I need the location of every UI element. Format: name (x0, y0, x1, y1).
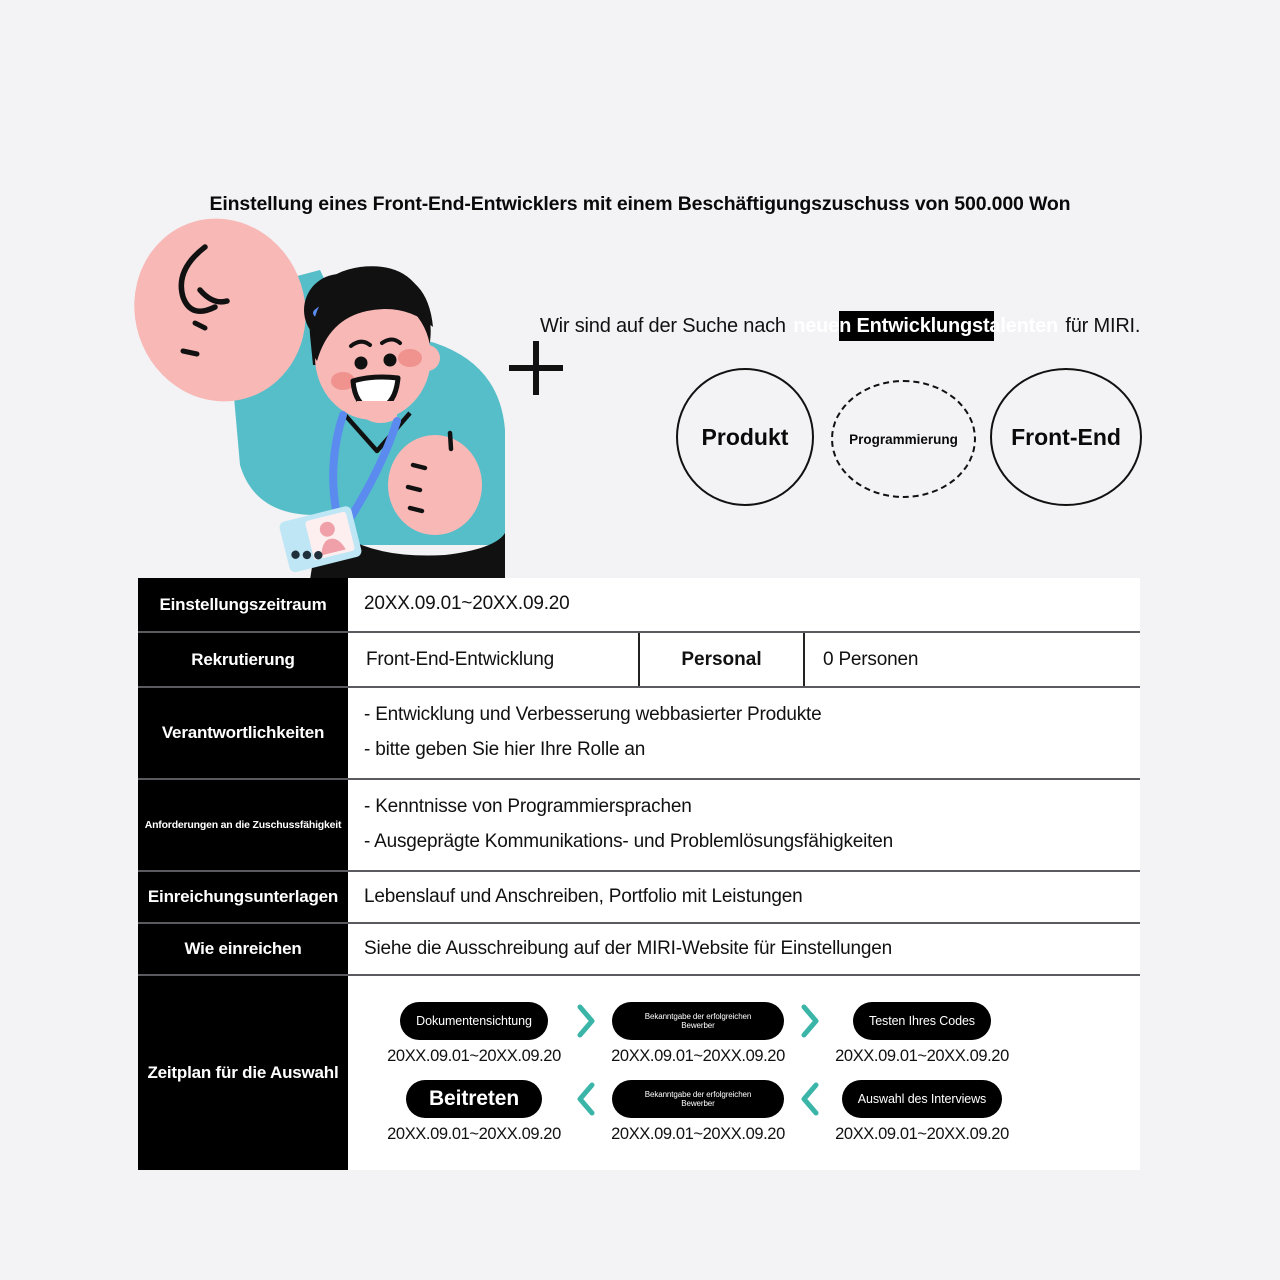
row-label-responsibilities: Verantwortlichkeiten (138, 688, 348, 778)
selection-timeline (348, 976, 1140, 1170)
circle-produkt-label: Produkt (701, 423, 789, 450)
row-label-documents: Einreichungsunterlagen (138, 872, 348, 922)
timeline-date-announcement-2: 20XX.09.01~20XX.09.20 (611, 1125, 785, 1143)
timeline-step-announcement-1 (600, 1002, 796, 1066)
recruitment-sub-label: Personal (640, 633, 805, 686)
requirements-line-1: - Kenntnisse von Programmiersprachen (364, 796, 692, 818)
row-value-period (348, 578, 1140, 631)
responsibilities-line-2: - bitte geben Sie hier Ihre Rolle an (364, 739, 646, 760)
table-row-how-to-apply (138, 924, 1140, 976)
how-to-apply-value: Siehe die Ausschreibung auf der MIRI-Website für Einstellungen (364, 937, 892, 959)
recruitment-value: Front-End-Entwicklung (348, 633, 640, 686)
responsibilities-line-1: - Entwicklung und Verbesserung webbasierter Produkte (364, 704, 822, 726)
timeline-step-code-test (824, 1002, 1020, 1066)
row-value-responsibilities (348, 688, 1140, 778)
table-row-period (138, 578, 1140, 633)
timeline-date-join: 20XX.09.01~20XX.09.20 (387, 1125, 561, 1143)
illustration-svg (105, 215, 535, 580)
plus-icon (509, 341, 563, 395)
circle-programmierung (831, 380, 976, 498)
requirements-line-2: - Ausgeprägte Kommunikations- und Problemlösungsfähigkeiten (364, 831, 893, 852)
subtitle-suffix: für MIRI. (1060, 315, 1141, 337)
chevron-right-icon-1 (572, 1002, 600, 1040)
row-value-requirements (348, 780, 1140, 870)
hero-illustration (105, 215, 535, 580)
row-label-schedule: Zeitplan für die Auswahl (138, 976, 348, 1170)
hero-subtitle (540, 315, 1140, 338)
recruitment-subcells (348, 633, 1140, 686)
timeline-date-interview: 20XX.09.01~20XX.09.20 (835, 1125, 1009, 1143)
chevron-left-icon-2 (796, 1080, 824, 1118)
timeline-pill-code-test[interactable]: Testen Ihres Codes (853, 1002, 991, 1040)
circle-front-end (990, 368, 1142, 506)
chevron-left-icon-1 (572, 1080, 600, 1118)
row-label-requirements: Anforderungen an die Zuschussfähigkeit (138, 780, 348, 870)
timeline-row-1 (376, 1002, 1116, 1066)
timeline-pill-announcement-2[interactable]: Bekanntgabe der erfolgreichen Bewerber (612, 1080, 784, 1118)
circle-produkt (676, 368, 814, 506)
subtitle-prefix: Wir sind auf der Suche nach (540, 315, 792, 337)
timeline-date-code-test: 20XX.09.01~20XX.09.20 (835, 1047, 1009, 1065)
chevron-right-icon-2 (796, 1002, 824, 1040)
table-row-recruitment (138, 633, 1140, 688)
table-row-responsibilities (138, 688, 1140, 780)
timeline-row-2 (376, 1080, 1116, 1144)
timeline-step-interview (824, 1080, 1020, 1144)
timeline-pill-announcement-1[interactable]: Bekanntgabe der erfolgreichen Bewerber (612, 1002, 784, 1040)
job-details-table (138, 578, 1140, 1170)
page-title: Einstellung eines Front-End-Entwicklers mit einem Beschäftigungszuschuss von 500.000 Won (209, 193, 1071, 215)
circle-programmierung-label: Programmierung (849, 431, 958, 447)
timeline-date-document-review: 20XX.09.01~20XX.09.20 (387, 1047, 561, 1065)
subtitle-highlight: neuen Entwicklungstalenten (791, 315, 1060, 338)
timeline-date-announcement-1: 20XX.09.01~20XX.09.20 (611, 1047, 785, 1065)
table-row-requirements (138, 780, 1140, 872)
timeline-step-announcement-2 (600, 1080, 796, 1144)
row-value-how-to-apply (348, 924, 1140, 974)
table-row-schedule (138, 976, 1140, 1170)
documents-value: Lebenslauf und Anschreiben, Portfolio mit Leistungen (364, 885, 803, 907)
timeline-pill-interview[interactable]: Auswahl des Interviews (842, 1080, 1002, 1118)
period-value: 20XX.09.01~20XX.09.20 (364, 593, 570, 615)
table-row-documents (138, 872, 1140, 924)
timeline-pill-document-review[interactable]: Dokumentensichtung (400, 1002, 548, 1040)
timeline-pill-join[interactable]: Beitreten (406, 1080, 542, 1118)
row-label-recruitment: Rekrutierung (138, 633, 348, 686)
row-label-how-to-apply: Wie einreichen (138, 924, 348, 974)
row-value-documents (348, 872, 1140, 922)
row-label-period: Einstellungszeitraum (138, 578, 348, 631)
role-circles (676, 368, 1142, 510)
circle-front-end-label: Front-End (1011, 423, 1121, 450)
timeline-step-join (376, 1080, 572, 1144)
timeline-step-document-review (376, 1002, 572, 1066)
recruitment-sub-value: 0 Personen (823, 648, 919, 670)
